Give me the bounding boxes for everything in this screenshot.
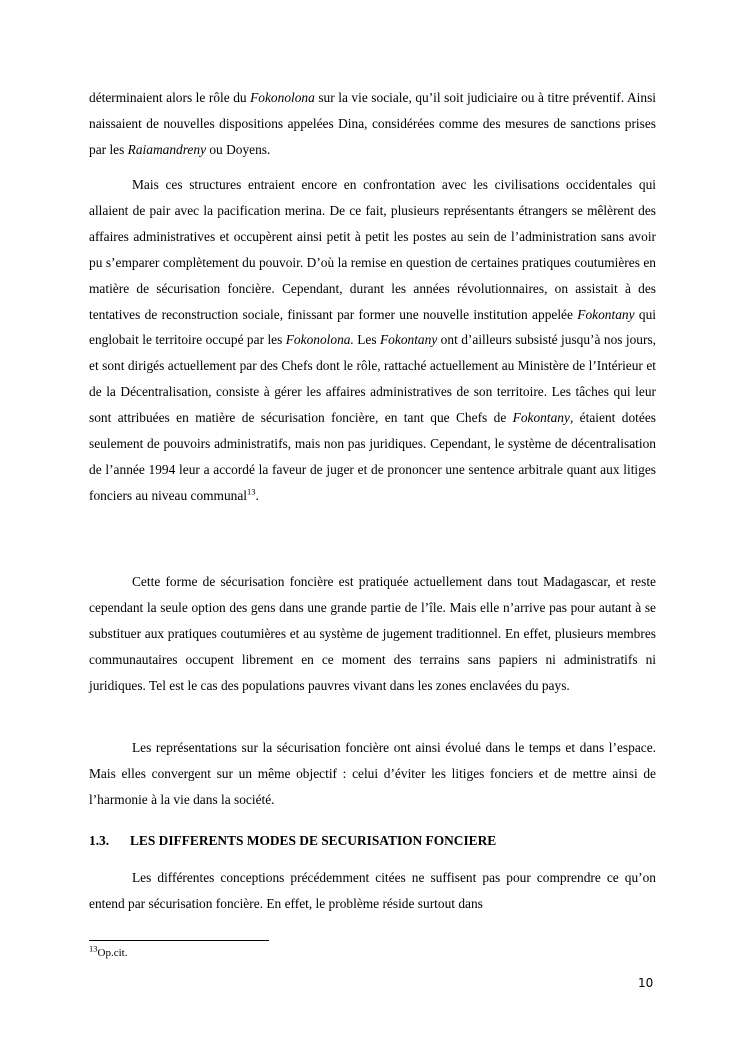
footnote	[89, 945, 127, 961]
page-number: 10	[638, 976, 654, 990]
italic-term: Fokontany	[512, 410, 570, 426]
paragraph-5	[89, 865, 656, 917]
text-run: .	[255, 487, 259, 503]
text-run: Cette forme de sécurisation foncière est pratiquée actuellement dans tout Madagascar, et reste cependant la seule option des gens dans une grande partie de l’île. Mais elle n’arrive pas pour autant à se substituer aux pratiques coutumières et au système de jugement traditionnel. En effet, plusieurs membres communautaires occupent librement en ce moment des terrains sans papiers ni administratifs ni juridiques. Tel est le cas des populations pauvres vivant dans les zones enclavées du pays.	[89, 574, 656, 693]
italic-term: Fokonolona	[250, 90, 315, 105]
text-run: , étaient dotées seulement de pouvoirs administratifs, mais non pas juridiques. Cependant, le système de décentralisation de l’année 1994 leur a accordé la faveur de juger et de prononcer une sentence arbitrale quant aux litiges fonciers au niveau communal	[89, 410, 656, 503]
footnote-text: Op.cit.	[97, 947, 128, 959]
text-run: Les	[353, 332, 380, 348]
paragraph-4	[89, 735, 656, 813]
footnote-marker: 13	[89, 943, 98, 954]
text-run: Mais ces structures entraient encore en confrontation avec les civilisations occidentales qui allaient de pair avec la pacification merina. De ce fait, plusieurs représentants étrangers se mêlèrent des affaires administratives et occupèrent ainsi petit à petit les postes au sein de l’administration sans avoir pu s’emparer complètement du pouvoir. D’où la remise en question de certaines pratiques coutumières en matière de sécurisation foncière. Cependant, durant les années révolutionnaires, on assistait à des tentatives de reconstruction sociale, finissant par former une nouvelle institution appelée	[89, 177, 656, 322]
italic-term: Fokontany	[380, 332, 438, 348]
text-run: ont d’ailleurs subsisté jusqu’à nos jours, et sont dirigés actuellement par des Chefs dont le rôle, rattaché actuellement au Ministère de l’Intérieur et de la Décentralisation, consiste à gérer les affaires administratives de son territoire. Les tâches qui leur sont attribuées en matière de sécurisation foncière, en tant que Chefs de	[89, 332, 657, 426]
paragraph-2	[89, 172, 656, 509]
paragraph-3	[89, 569, 656, 699]
text-run: ou Doyens.	[206, 141, 271, 157]
italic-term: Raiamandreny	[127, 141, 207, 157]
section-number: 1.3.	[89, 833, 110, 848]
text-run: déterminaient alors le rôle du	[89, 90, 251, 105]
footnote-separator	[89, 940, 269, 941]
footnote-reference: 13	[247, 486, 256, 497]
section-heading	[89, 831, 496, 851]
text-run: sur la vie sociale, qu’il soit judiciaire ou à titre préventif. Ainsi naissaient de nouvelles dispositions appelées Dina, considérées comme des mesures de sanctions prises par les	[89, 90, 656, 157]
paragraph-1	[89, 85, 656, 163]
section-title: LES DIFFERENTS MODES DE SECURISATION FONCIERE	[130, 833, 497, 848]
italic-term: Fokontany	[577, 306, 635, 322]
italic-term: Fokonolona.	[285, 332, 354, 348]
text-run: Les représentations sur la sécurisation foncière ont ainsi évolué dans le temps et dans l’espace. Mais elles convergent sur un même objectif : celui d’éviter les litiges fonciers et de mettre ainsi de l’harmonie à la vie dans la société.	[89, 740, 656, 807]
text-run: Les différentes conceptions précédemment citées ne suffisent pas pour comprendre ce qu’on entend par sécurisation foncière. En effet, le problème réside surtout dans	[89, 870, 656, 911]
text-run: qui englobait le territoire occupé par les	[89, 306, 656, 348]
